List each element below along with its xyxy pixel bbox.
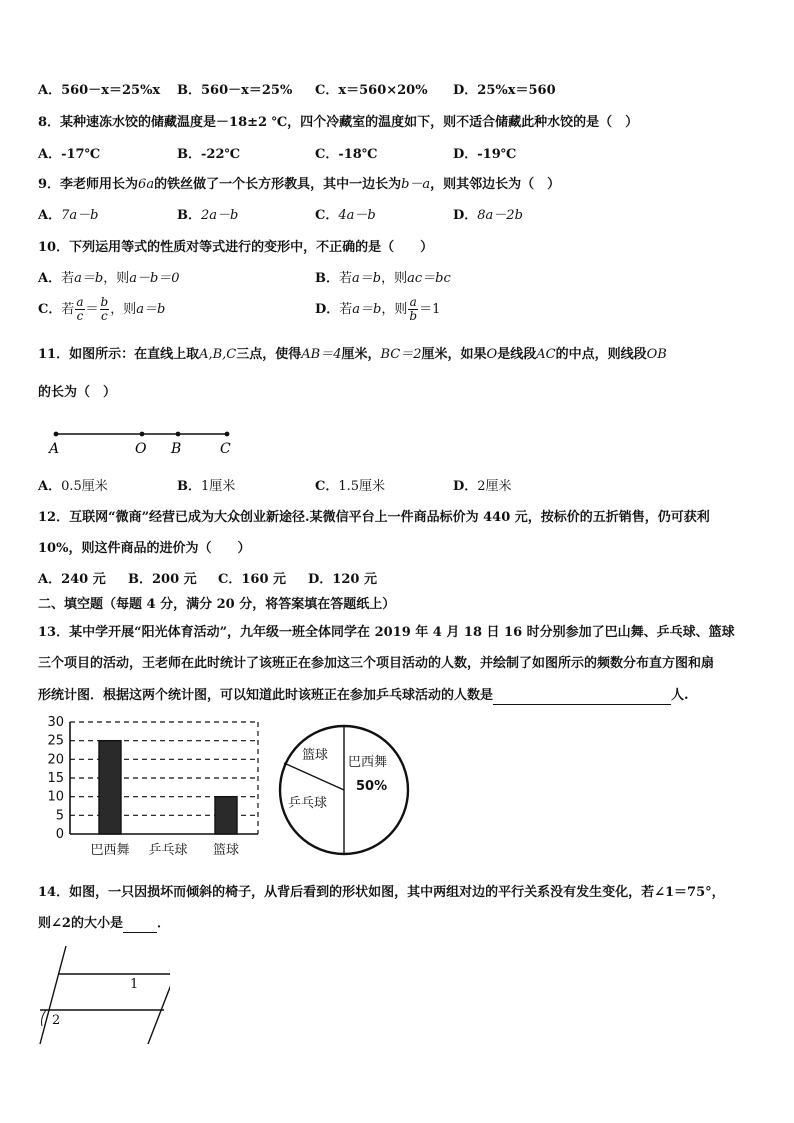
q13-line3: 形统计图．根据这两个统计图，可以知道此时该班正在参加乒乓球活动的人数是 人. — [38, 688, 689, 703]
y-tick-label: 15 — [47, 771, 64, 786]
y-tick-label: 25 — [47, 733, 64, 749]
q12-option-b: B．200 元 — [128, 572, 197, 587]
q12-option-c: C．160 元 — [218, 572, 287, 587]
pie-annotation-percent: 50% — [356, 779, 388, 794]
q13-line1: 13．某中学开展“阳光体育活动”，九年级一班全体同学在 2019 年 4 月 18 日 16 时分别参加了巴山舞、乒乓球、篮球 — [38, 625, 735, 640]
q9-option-c: C．4a－b — [315, 208, 376, 223]
q9-option-b: B．2a－b — [177, 208, 239, 223]
q9-option-d: D．8a－2b — [453, 208, 523, 223]
answer-blank — [493, 690, 671, 705]
chair-left-leg — [40, 946, 66, 1044]
q8-stem: 8．某种速冻水饺的储藏温度是－18±2 ℃，四个冷藏室的温度如下，则不适合储藏此种水饺的是（ ） — [38, 115, 639, 130]
fraction-a-over-b: $\frac{a}{b}$ — [409, 295, 418, 323]
y-tick-label: 5 — [55, 808, 64, 824]
angle-1-label: 1 — [130, 977, 139, 992]
frequency-histogram — [30, 714, 280, 864]
q11-option-a: A．0.5厘米 — [38, 479, 108, 494]
pie-chart — [276, 715, 416, 865]
y-tick-label: 30 — [47, 715, 64, 730]
point-b — [176, 432, 181, 437]
section-2-heading: 二、填空题（每题 4 分，满分 20 分，将答案填在答题纸上） — [38, 597, 396, 612]
q8-option-d: D．-19℃ — [453, 147, 517, 162]
chair-right-leg — [148, 946, 170, 1044]
q11-option-d: D．2厘米 — [453, 479, 512, 494]
q12-stem-line2: 10%，则这件商品的进价为（ ） — [38, 541, 251, 556]
q10-stem: 10．下列运用等式的性质对等式进行的变形中，不正确的是（ ） — [38, 240, 434, 255]
q14-line1: 14．如图，一只因损坏而倾斜的椅子，从背后看到的形状如图，其中两组对边的平行关系没有发生变化，若∠1＝75°， — [38, 885, 725, 900]
q14-line2: 则∠2的大小是 ． — [38, 916, 170, 931]
y-tick-label: 0 — [55, 827, 64, 842]
x-category-label: 乒乓球 — [148, 843, 188, 858]
q12-stem-line1: 12．互联网“微商”经营已成为大众创业新途径.某微信平台上一件商品标价为 440 元，按标价的五折销售，仍可获利 — [38, 510, 710, 525]
q9-option-a: A．7a－b — [38, 208, 99, 223]
point-c — [225, 432, 230, 437]
fraction-a-over-c: $\frac{a}{c}$ — [76, 295, 84, 323]
chair-figure — [30, 944, 170, 1048]
q11-stem-line2: 的长为（ ） — [38, 385, 117, 400]
label-a: A — [49, 441, 60, 457]
pie-label-basketball: 篮球 — [302, 748, 329, 763]
label-o: O — [135, 441, 147, 457]
q13-line2: 三个项目的活动，王老师在此时统计了该班正在参加这三个项目活动的人数，并绘制了如图所示的频数分布直方图和扇 — [38, 656, 715, 671]
q10-option-a: A．若a＝b，则a－b＝0 — [38, 271, 180, 286]
y-tick-label: 10 — [47, 789, 64, 805]
x-category-label: 篮球 — [212, 843, 240, 858]
q10-option-b: B．若a＝b，则ac＝bc — [315, 271, 451, 286]
x-category-label: 巴西舞 — [90, 843, 130, 858]
q7-option-c: C．x＝560×20% — [315, 83, 428, 98]
q10-option-c: C．若 $\frac{a}{c}$ ＝ $\frac{b}{c}$ ，则a＝b — [38, 295, 166, 323]
angle-2-label: 2 — [52, 1013, 61, 1028]
q10-option-d: D．若a＝b，则 $\frac{a}{b}$ ＝1 — [315, 295, 441, 323]
q7-option-d: D．25%x＝560 — [453, 83, 556, 98]
fraction-b-over-c: $\frac{b}{c}$ — [100, 295, 109, 323]
q7-option-b: B．560－x＝25% — [177, 83, 293, 98]
q9-stem: 9．李老师用长为6a的铁丝做了一个长方形教具，其中一边长为b－a，则其邻边长为（ ） — [38, 177, 561, 192]
pie-label-bashan-dance: 巴西舞 — [348, 755, 388, 770]
label-b: B — [171, 441, 182, 457]
q12-option-a: A．240 元 — [38, 572, 106, 587]
point-a — [54, 432, 59, 437]
pie-label-pingpong: 乒乓球 — [288, 796, 328, 811]
answer-blank-q14 — [123, 918, 157, 933]
pie-divider-left — [284, 763, 344, 790]
q11-option-c: C．1.5厘米 — [315, 479, 386, 494]
q11-line-figure — [40, 425, 250, 459]
q12-option-d: D．120 元 — [308, 572, 377, 587]
q8-option-b: B．-22℃ — [177, 147, 241, 162]
y-tick-label: 20 — [47, 752, 64, 768]
q11-option-b: B．1厘米 — [177, 479, 236, 494]
q8-option-c: C．-18℃ — [315, 147, 378, 162]
bar — [99, 741, 121, 834]
q11-stem-line1: 11．如图所示：在直线上取A,B,C三点，使得AB＝4厘米，BC＝2厘米，如果O是线段AC的中点，则线段OB — [38, 347, 667, 362]
q8-option-a: A．-17℃ — [38, 147, 101, 162]
q7-option-a: A．560－x＝25%x — [38, 83, 161, 98]
label-c: C — [220, 441, 231, 457]
point-o — [140, 432, 145, 437]
bar — [215, 797, 237, 834]
